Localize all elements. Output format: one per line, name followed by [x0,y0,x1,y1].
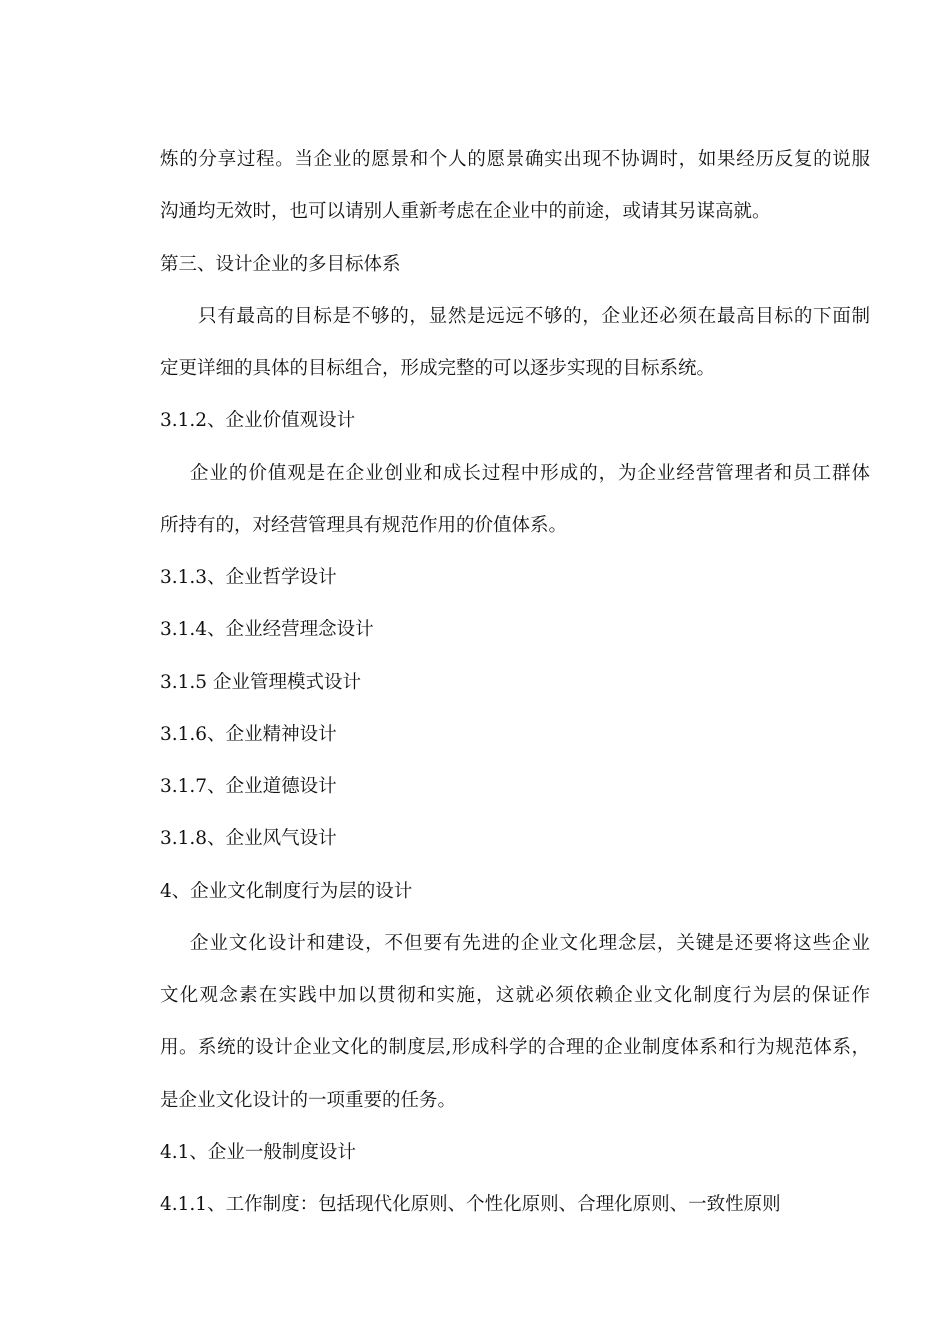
paragraph-line: 炼的分享过程。当企业的愿景和个人的愿景确实出现不协调时，如果经历反复的说服 [160,149,870,170]
paragraph-line: 定更详细的具体的目标组合，形成完整的可以逐步实现的目标系统。 [160,358,716,379]
paragraph-line: 所持有的，对经营管理具有规范作用的价值体系。 [160,515,568,536]
section-heading: 3.1.2、企业价值观设计 [160,410,356,431]
section-heading: 4、企业文化制度行为层的设计 [160,881,413,902]
paragraph-line: 用。系统的设计企业文化的制度层,形成科学的合理的企业制度体系和行为规范体系， [160,1037,870,1058]
paragraph-line: 文化观念素在实践中加以贯彻和实施，这就必须依赖企业文化制度行为层的保证作 [160,985,870,1006]
section-heading: 3.1.4、企业经营理念设计 [160,619,374,640]
paragraph-line: 企业文化设计和建设，不但要有先进的企业文化理念层，关键是还要将这些企业 [190,933,870,954]
section-heading: 4.1、企业一般制度设计 [160,1142,356,1163]
paragraph-line: 是企业文化设计的一项重要的任务。 [160,1090,457,1111]
section-heading: 3.1.5 企业管理模式设计 [160,672,361,693]
section-heading: 3.1.7、企业道德设计 [160,776,337,797]
section-heading: 3.1.8、企业风气设计 [160,828,337,849]
paragraph-line: 只有最高的目标是不够的，显然是远远不够的，企业还必须在最高目标的下面制 [198,306,870,327]
paragraph-line: 企业的价值观是在企业创业和成长过程中形成的，为企业经营管理者和员工群体 [190,463,870,484]
section-heading: 3.1.6、企业精神设计 [160,724,337,745]
section-heading: 3.1.3、企业哲学设计 [160,567,337,588]
section-heading: 第三、设计企业的多目标体系 [160,254,401,275]
section-heading: 4.1.1、工作制度：包括现代化原则、个性化原则、合理化原则、一致性原则 [160,1194,781,1215]
paragraph-line: 沟通均无效时，也可以请别人重新考虑在企业中的前途，或请其另谋高就。 [160,201,771,222]
